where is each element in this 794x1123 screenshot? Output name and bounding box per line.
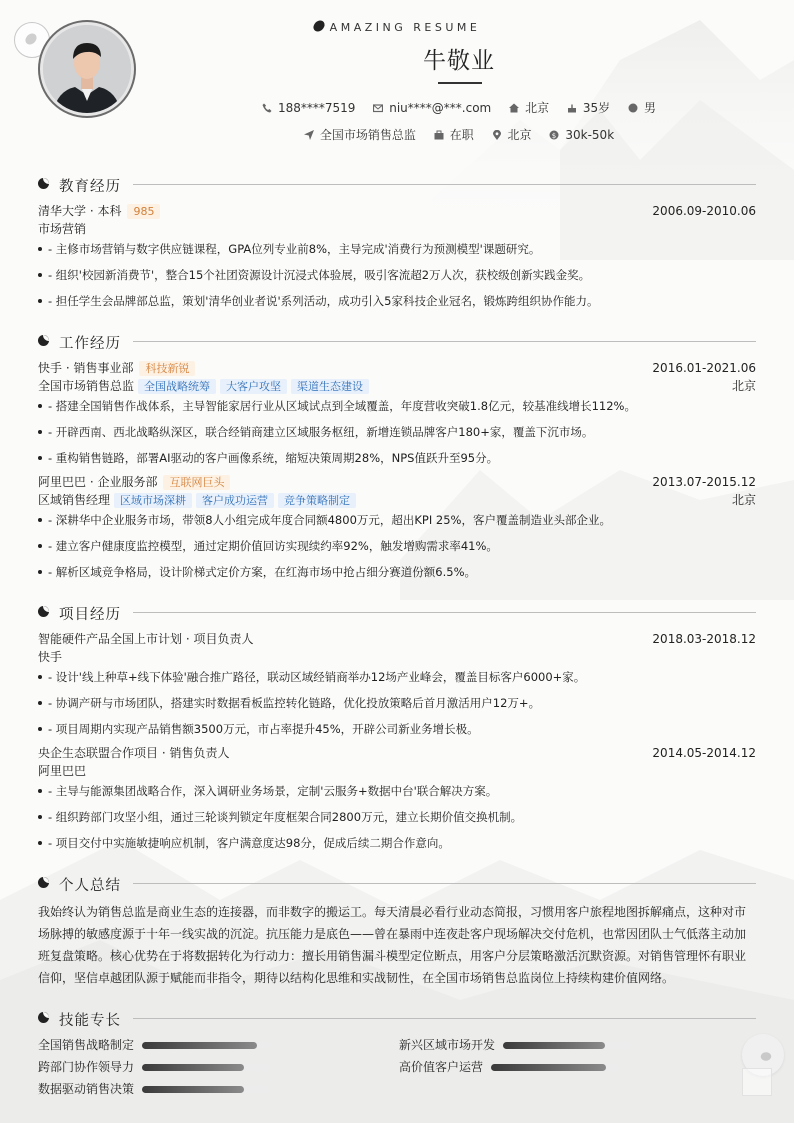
- section-dot-icon: [38, 178, 49, 189]
- section-work: [38, 332, 756, 350]
- section-divider: [133, 341, 756, 342]
- skill-name: 新兴区域市场开发: [399, 1038, 496, 1052]
- project-bullet: - 项目交付中实施敏捷响应机制，客户满意度达98分，促成后续二期合作意向。: [38, 835, 756, 851]
- project-title: 智能硬件产品全国上市计划 · 项目负责人 2018.03-2018.12: [38, 632, 756, 646]
- education-dates: 2006.09-2010.06: [652, 204, 756, 218]
- education-bullet: - 组织'校园新消费节'，整合15个社团资源设计沉浸式体验展，吸引客流超2万人次，获校级创新实践金奖。: [38, 267, 756, 283]
- skill-bar-fill: [503, 1042, 605, 1049]
- school-name: 清华大学 · 本科: [38, 204, 122, 218]
- section-summary: [38, 874, 756, 892]
- work-bullet: - 搭建全国销售作战体系，主导智能家居行业从区域试点到全域覆盖，年度营收突破1.8亿元，较基准线增长112%。: [38, 398, 756, 414]
- skill-item: [399, 1037, 639, 1053]
- work-role: 区域销售经理 区域市场深耕 客户成功运营 竞争策略制定 北京: [38, 493, 756, 507]
- company-tag: 互联网巨头: [163, 475, 230, 490]
- leaf-icon: [312, 18, 326, 33]
- send-icon: [304, 130, 314, 140]
- section-title: 教育经历: [59, 179, 121, 195]
- skill-item: [38, 1081, 278, 1097]
- summary-line: 班复盘策略。核心优势在于将数据转化为行动力：擅长用销售漏斗模型定位断点，用客户分层策略激活沉默资源。对销售管理怀有职业: [38, 949, 747, 963]
- role-tag: 竞争策略制定: [278, 493, 356, 508]
- skill-item: [399, 1059, 639, 1075]
- skill-bar: [491, 1064, 619, 1071]
- skill-name: 全国销售战略制定: [38, 1038, 135, 1052]
- education-bullet: - 担任学生会品牌部总监，策划'清华创业者说'系列活动，成功引入5家科技企业冠名，锻炼跨组织协作能力。: [38, 293, 756, 309]
- brand-text: AMAZING RESUME: [329, 21, 481, 34]
- briefcase-icon: [434, 130, 444, 140]
- role-tag: 全国战略统筹: [138, 379, 216, 394]
- mail-icon: [373, 103, 383, 113]
- skill-bar: [142, 1086, 270, 1093]
- education-header: [38, 203, 756, 219]
- contact-age: 35岁: [567, 99, 610, 116]
- skill-item: [38, 1037, 278, 1053]
- back-to-top-button[interactable]: [742, 1068, 772, 1096]
- contact-row: [0, 99, 794, 116]
- section-dot-icon: [38, 1012, 49, 1023]
- skill-name: 高价值客户运营: [399, 1060, 484, 1074]
- work-bullet: - 重构销售链路，部署AI驱动的客户画像系统，缩短决策周期28%，NPS值跃升至95分。: [38, 450, 756, 466]
- section-education: [38, 175, 756, 193]
- work-bullet: - 解析区域竞争格局，设计阶梯式定价方案，在红海市场中抢占细分赛道份额6.5%。: [38, 564, 756, 580]
- intent-salary: $ 30k-50k: [549, 128, 614, 142]
- skill-bar-fill: [142, 1086, 244, 1093]
- phone-icon: [262, 103, 272, 113]
- section-dot-icon: [38, 335, 49, 346]
- work-company: 阿里巴巴 · 企业服务部 互联网巨头 2013.07-2015.12: [38, 475, 756, 489]
- intent-status: 在职: [434, 126, 474, 143]
- skill-name: 数据驱动销售决策: [38, 1082, 135, 1096]
- work-company: 快手 · 销售事业部 科技新锐 2016.01-2021.06: [38, 361, 756, 375]
- role-tag: 客户成功运营: [196, 493, 274, 508]
- skill-bar-fill: [142, 1064, 244, 1071]
- skill-item: [38, 1059, 278, 1075]
- project-dates: 2014.05-2014.12: [652, 746, 756, 760]
- name-underline: [438, 82, 482, 84]
- intent-row: [0, 126, 794, 143]
- skill-bar: [142, 1064, 270, 1071]
- education-major: 市场营销: [38, 222, 87, 236]
- home-icon: [509, 103, 519, 113]
- section-title: 工作经历: [59, 336, 121, 352]
- role-tag: 渠道生态建设: [291, 379, 369, 394]
- skill-bar-fill: [142, 1042, 257, 1049]
- work-bullet: - 建立客户健康度监控模型，通过定期价值回访实现续约率92%，触发增购需求率41%。: [38, 538, 756, 554]
- education-bullet: - 主修市场营销与数字供应链课程，GPA位列专业前8%，主导完成'消费行为预测模型'课题研究。: [38, 241, 756, 257]
- section-divider: [133, 1018, 756, 1019]
- salary-icon: [549, 130, 559, 140]
- work-dates: 2013.07-2015.12: [652, 475, 756, 489]
- project-bullet: - 设计'线上种草+线下体验'融合推广路径，联动区域经销商举办12场产业峰会，覆盖目标客户6000+家。: [38, 669, 756, 685]
- section-divider: [133, 883, 756, 884]
- contact-email: niu****@***.com: [373, 101, 491, 115]
- gender-icon: [628, 103, 638, 113]
- company-tag: 科技新锐: [139, 361, 195, 376]
- contact-city: 北京: [509, 99, 549, 116]
- section-project: [38, 603, 756, 621]
- project-title: 央企生态联盟合作项目 · 销售负责人 2014.05-2014.12: [38, 746, 756, 760]
- work-city: 北京: [731, 379, 756, 393]
- summary-text: [38, 901, 750, 989]
- role-tag: 大客户攻坚: [220, 379, 287, 394]
- skill-bar-fill: [491, 1064, 606, 1071]
- project-dates: 2018.03-2018.12: [652, 632, 756, 646]
- summary-line: 我始终认为销售总监是商业生态的连接器，而非数字的搬运工。每天清晨必看行业动态简报，习惯用客户旅程地图拆解痛点，这种对市: [38, 905, 747, 919]
- cake-icon: [567, 103, 577, 113]
- project-org: 阿里巴巴: [38, 764, 87, 778]
- section-skills: [38, 1009, 756, 1027]
- section-divider: [133, 612, 756, 613]
- skill-bar: [503, 1042, 631, 1049]
- section-title: 个人总结: [59, 878, 121, 894]
- work-city: 北京: [731, 493, 756, 507]
- project-bullet: - 组织跨部门攻坚小组，通过三轮谈判锁定年度框架合同2800万元，建立长期价值交换机制。: [38, 809, 756, 825]
- project-bullet: - 协调产研与市场团队，搭建实时数据看板监控转化链路，优化投放策略后首月激活用户12万+。: [38, 695, 756, 711]
- candidate-name: 牛敬业: [423, 48, 495, 74]
- contact-phone: 188****7519: [262, 101, 355, 115]
- svg-text:$: $: [552, 132, 557, 140]
- skill-name: 跨部门协作领导力: [38, 1060, 135, 1074]
- school-tag: 985: [127, 204, 160, 219]
- work-dates: 2016.01-2021.06: [652, 361, 756, 375]
- brand-heading: [0, 20, 794, 34]
- intent-position: 全国市场销售总监: [304, 126, 416, 143]
- section-title: 技能专长: [59, 1013, 121, 1029]
- leaf-icon: [760, 1050, 773, 1062]
- contact-gender: 男: [628, 99, 656, 116]
- project-org: 快手: [38, 650, 63, 664]
- section-title: 项目经历: [59, 607, 121, 623]
- summary-line: 场脉搏的敏感度源于十年一线实战的沉淀。抗压能力是底色——曾在暴雨中连夜赴客户现场解决交付危机，也常因团队士气低落主动加: [38, 927, 747, 941]
- section-divider: [133, 184, 756, 185]
- location-icon: [492, 130, 502, 140]
- intent-city: 北京: [492, 126, 532, 143]
- work-role: 全国市场销售总监 全国战略统筹 大客户攻坚 渠道生态建设 北京: [38, 379, 756, 393]
- project-bullet: - 主导与能源集团战略合作，深入调研业务场景，定制'云服务+数据中台'联合解决方案。: [38, 783, 756, 799]
- section-dot-icon: [38, 606, 49, 617]
- skill-bar: [142, 1042, 270, 1049]
- summary-line: 信仰，坚信卓越团队源于赋能而非指令，期待以结构化思维和实战韧性，在全国市场销售总监岗位上持续构建价值网络。: [38, 971, 675, 985]
- section-dot-icon: [38, 877, 49, 888]
- project-bullet: - 项目周期内实现产品销售额3500万元，市占率提升45%，开辟公司新业务增长极。: [38, 721, 756, 737]
- role-tag: 区域市场深耕: [114, 493, 192, 508]
- work-bullet: - 深耕华中企业服务市场，带领8人小组完成年度合同额4800万元，超出KPI 25%，客户覆盖制造业头部企业。: [38, 512, 756, 528]
- work-bullet: - 开辟西南、西北战略纵深区，联合经销商建立区域服务枢纽，新增连锁品牌客户180+家，覆盖下沉市场。: [38, 424, 756, 440]
